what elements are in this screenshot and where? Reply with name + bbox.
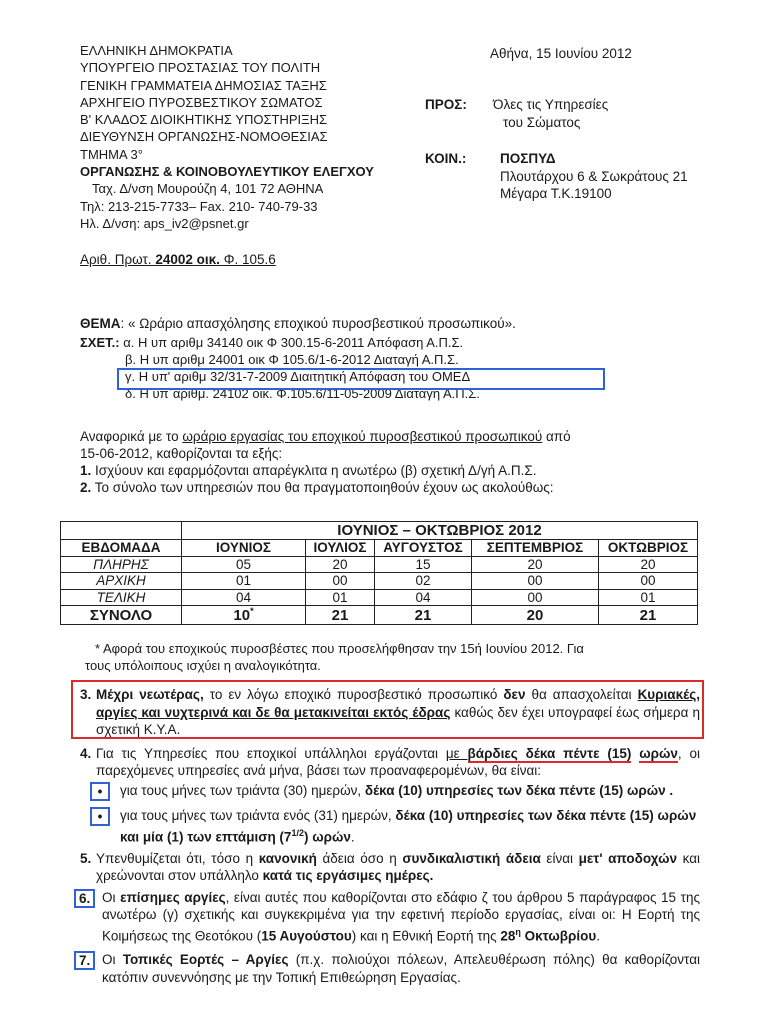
item-text: βάρδιες δέκα πέντε (15) (467, 745, 632, 761)
bullet-text: δέκα (10) υπηρεσίες των δέκα πέντε (15) ωρών . (364, 782, 674, 798)
table-cell: 01 (599, 589, 698, 606)
item-text: ) και η Εθνική Εορτή της (351, 928, 501, 944)
subject-label: ΘΕΜΑ (80, 316, 121, 331)
item-text: 15 Αυγούστου (261, 928, 352, 944)
department-name: ΟΡΓΑΝΩΣΗΣ & ΚΟΙΝΟΒΟΥΛΕΥΤΙΚΟΥ ΕΛΕΓΧΟΥ (80, 164, 374, 180)
item-text: Κυριακές, αργίες και νυχτερινά και δε θα μετακινείται εκτός έδρας (96, 687, 700, 720)
bullet-text: για τους μήνες των τριάντα ενός (31) ημερών, (120, 807, 396, 823)
table-row (61, 573, 698, 590)
item-6 (80, 889, 700, 945)
table-cell: 21 (306, 606, 375, 625)
protocol-id: 24002 (155, 252, 193, 267)
reference-item: α. Η υπ αριθμ 34140 οικ Φ 300.15-6-2011 Απόφαση Α.Π.Σ. (123, 335, 464, 350)
item-text: επίσημες αργίες (120, 889, 226, 905)
total-value: 10 (233, 607, 251, 624)
intro-text: από (545, 429, 571, 444)
item-7 (80, 951, 700, 986)
recipient-label: ΠΡΟΣ: (425, 97, 467, 112)
item-1: Ισχύουν και εφαρμόζονται απαρέγκλιτα η ανωτέρω (β) σχετική Δ/γή Α.Π.Σ. (95, 463, 537, 478)
table-cell: ΣΥΝΟΛΟ (61, 606, 182, 625)
item-text: Οι (102, 889, 121, 905)
table-cell: 04 (182, 589, 306, 606)
table-cell: ΠΛΗΡΗΣ (61, 556, 182, 573)
item-text: είναι (540, 850, 579, 866)
item-text: . (596, 928, 600, 944)
total-footnote-mark: * (250, 606, 254, 616)
table-cell: 15 (375, 556, 472, 573)
protocol-oik: οικ. (196, 252, 220, 267)
bullet-item (80, 807, 700, 846)
item-text: το εν λόγω εποχικό πυροσβεστικό προσωπικό (203, 687, 504, 702)
header-line: ΓΕΝΙΚΗ ΓΡΑΜΜΑΤΕΙΑ ΔΗΜΟΣΙΑΣ ΤΑΞΗΣ (80, 77, 327, 93)
item-text: ωρών (639, 745, 678, 761)
table-total-row (61, 606, 698, 625)
header-line: ΑΡΧΗΓΕΙΟ ΠΥΡΟΣΒΕΣΤΙΚΟΥ ΣΩΜΑΤΟΣ (80, 94, 323, 110)
item-number: 6. (74, 889, 95, 908)
cc-block (425, 150, 688, 203)
reference-item: δ. Η υπ΄αριθμ. 24102 οικ. Φ.105.6/11-05-2009 Διαταγή Α.Π.Σ. (125, 386, 480, 401)
table-cell: 20 (306, 556, 375, 573)
recipient-line: Όλες τις Υπηρεσίες (493, 97, 609, 112)
item-text: Μέχρι νεωτέρας, (96, 687, 204, 702)
item-text: Για τις Υπηρεσίες που εποχικοί υπάλληλοι εργάζονται (96, 745, 446, 761)
table-cell: 01 (182, 573, 306, 590)
item-4 (80, 745, 700, 780)
item-text: συνδικαλιστική άδεια (402, 850, 541, 866)
item-text: Τοπικές Εορτές – Αργίες (122, 952, 289, 968)
table-cell: 00 (306, 573, 375, 590)
item-number: 7. (74, 951, 95, 970)
email: Ηλ. Δ/νση: aps_iv2@psnet.gr (80, 215, 249, 231)
recipient-line: του Σώματος (503, 115, 581, 130)
references-label: ΣΧΕΤ.: (80, 335, 120, 350)
highlight-box-reference-g (117, 368, 605, 390)
bullet-text: 1/2 (291, 827, 304, 838)
item-text: κατά τις εργάσιμες ημέρες. (262, 868, 434, 884)
item-number: 4. (80, 745, 92, 761)
table-header: ΣΕΠΤΕΜΒΡΙΟΣ (472, 540, 599, 557)
table-header: ΙΟΥΝΙΟΣ (182, 540, 306, 557)
item-text: Οι (102, 952, 123, 968)
item-number: 5. (80, 850, 92, 866)
footnote-line: τους υπόλοιπους ισχύει η αναλογικότητα. (85, 658, 321, 673)
cc-line: Πλουτάρχου 6 & Σωκράτους 21 (500, 168, 688, 184)
item-text: δεν (503, 687, 526, 702)
cc-label: ΚΟΙΝ.: (425, 151, 467, 166)
table-cell: 20 (472, 556, 599, 573)
schedule-table (60, 521, 698, 625)
table-cell: 00 (472, 589, 599, 606)
recipient-block (425, 96, 608, 132)
header-line: ΕΛΛΗΝΙΚΗ ΔΗΜΟΚΡΑΤΙΑ (80, 43, 233, 58)
table-header: ΙΟΥΛΙΟΣ (306, 540, 375, 557)
header-line: Β' ΚΛΑΔΟΣ ΔΙΟΙΚΗΤΙΚΗΣ ΥΠΟΣΤΗΡΙΞΗΣ (80, 112, 328, 128)
numbered-items (80, 686, 700, 986)
item-5 (80, 850, 700, 885)
protocol-file: Φ. 105.6 (223, 252, 276, 267)
header-line: ΔΙΕΥΘΥΝΣΗ ΟΡΓΑΝΩΣΗΣ-ΝΟΜΟΘΕΣΙΑΣ (80, 129, 328, 145)
table-cell: 20 (599, 556, 698, 573)
bullet-marker: • (90, 807, 111, 826)
item-text: , είναι αυτές που καθορίζονται στο εδάφιο ζ του άρθρου 5 παράγραφος 15 της ανωτέρω (γ) σχετικής και συγκεκριμένα για την εφετινή περίοδο εργασίας, είναι οι: Η Εορτή της Κοιμήσεως της Θεοτόκου ( (102, 889, 700, 944)
item-text: μετ' αποδοχών (578, 850, 677, 866)
cc-line: Μέγαρα Τ.Κ.19100 (500, 186, 612, 201)
table-cell: 05 (182, 556, 306, 573)
header-line: ΥΠΟΥΡΓΕΙΟ ΠΡΟΣΤΑΣΙΑΣ ΤΟΥ ΠΟΛΙΤΗ (80, 60, 321, 76)
item-text: καθώς δεν έχει υπογραφεί έως σήμερα η σχετική Κ.Υ.Α. (96, 704, 700, 738)
phone-fax: Τηλ: 213-215-7733– Fax. 210- 740-79-33 (80, 198, 318, 214)
table-row (61, 556, 698, 573)
table-period: ΙΟΥΝΙΟΣ – ΟΚΤΩΒΡΙΟΣ 2012 (182, 522, 698, 540)
bullet-marker: • (90, 782, 111, 801)
bullet-item (80, 782, 700, 801)
document-date: Αθήνα, 15 Ιουνίου 2012 (490, 46, 632, 61)
table-cell: 21 (599, 606, 698, 625)
table-cell: 00 (472, 573, 599, 590)
bullet-text: για τους μήνες των τριάντα (30) ημερών, (120, 782, 365, 798)
item-text: άδεια όσο η (316, 850, 403, 866)
reference-item: β. Η υπ αριθμ 24001 οικ Φ 105.6/1-6-2012 Διαταγή Α.Π.Σ. (125, 352, 459, 367)
table-cell: 20 (472, 606, 599, 625)
table-cell: ΤΕΛΙΚΗ (61, 589, 182, 606)
table-header: ΟΚΤΩΒΡΙΟΣ (599, 540, 698, 557)
intro-underlined: ωράριο εργασίας του εποχικού πυροσβεστικού προσωπικού (182, 429, 543, 444)
footnote-line: * Αφορά του εποχικούς πυροσβέστες που προσελήφθησαν την 15ή Ιουνίου 2012. Για (95, 641, 584, 656)
item-text: η (515, 927, 521, 938)
letterhead (80, 42, 440, 232)
table-footnote (85, 640, 695, 674)
subject-line (80, 316, 516, 331)
item-text: , οι παρεχόμενες υπηρεσίες ανά μήνα, βάσει των προαναφερομένων, θα είναι: (96, 745, 700, 779)
table-header: ΕΒΔΟΜΑΔΑ (61, 540, 182, 557)
table-cell: ΑΡΧΙΚΗ (61, 573, 182, 590)
item-text: Υπενθυμίζεται ότι, τόσο η (96, 850, 259, 866)
cc-line: ΠΟΣΠΥΔ (500, 151, 556, 166)
item-text: 28 (500, 928, 516, 944)
item-text: Οκτωβρίου (520, 928, 597, 944)
item-text: και χρεώνονται στον υπάλληλο (96, 850, 700, 884)
table-cell (182, 606, 306, 625)
item-2: Το σύνολο των υπηρεσιών που θα πραγματοποιηθούν έχουν ως ακολούθως: (94, 480, 554, 495)
protocol-prefix: Αριθ. Πρωτ. (80, 252, 152, 267)
item-number: 3. (80, 687, 92, 702)
table-row (61, 589, 698, 606)
bullet-text: ) ωρών (303, 829, 351, 845)
table-cell: 02 (375, 573, 472, 590)
intro-paragraph: Αναφορικά με το ωράριο εργασίας του εποχικού πυροσβεστικού προσωπικού από 15-06-2012, καθορίζονται τα εξής: 1. Ισχύουν και εφαρμόζονται απαρέγκλιτα η ανωτέρω (β) σχετική Δ/γή Α.Π.Σ. 2. Το σύνολο των υπηρεσιών που θα πραγματοποιηθούν έχουν ως ακολούθως: (80, 428, 695, 496)
table-header: ΑΥΓΟΥΣΤΟΣ (375, 540, 472, 557)
reference-item: γ. Η υπ' αριθμ 32/31-7-2009 Διαιτητική Απόφαση του ΟΜΕΔ (125, 369, 471, 384)
item-text: (π.χ. πολιούχοι πόλεων, Απελευθέρωση πόλης) θα καθορίζονται κατόπιν συνεννόησης με την Τοπική Επιθεώρηση Εργασίας. (102, 952, 701, 985)
item-text: κανονική (258, 850, 317, 866)
table-cell: 01 (306, 589, 375, 606)
table-cell: 00 (599, 573, 698, 590)
bullet-text: . (350, 829, 355, 845)
header-line: ΤΜΗΜΑ 3° (80, 146, 143, 162)
table-cell: 21 (375, 606, 472, 625)
subject-text: : « Ωράριο απασχόλησης εποχικού πυροσβεστικού προσωπικού». (120, 316, 516, 331)
item-text: θα απασχολείται (525, 687, 632, 702)
intro-text: 15-06-2012, καθορίζονται τα εξής: (80, 446, 283, 461)
intro-text: Αναφορικά με το (80, 429, 179, 444)
postal-address: Ταχ. Δ/νση Μουρούζη 4, 101 72 ΑΘΗΝΑ (92, 181, 324, 197)
bullet-text: δέκα (10) υπηρεσίες των δέκα πέντε (15) ωρών και μία (1) των επτάμιση (7 (120, 807, 697, 845)
item-3 (80, 686, 700, 739)
table-cell: 04 (375, 589, 472, 606)
protocol-number (80, 252, 276, 267)
item-text: με (445, 745, 468, 761)
